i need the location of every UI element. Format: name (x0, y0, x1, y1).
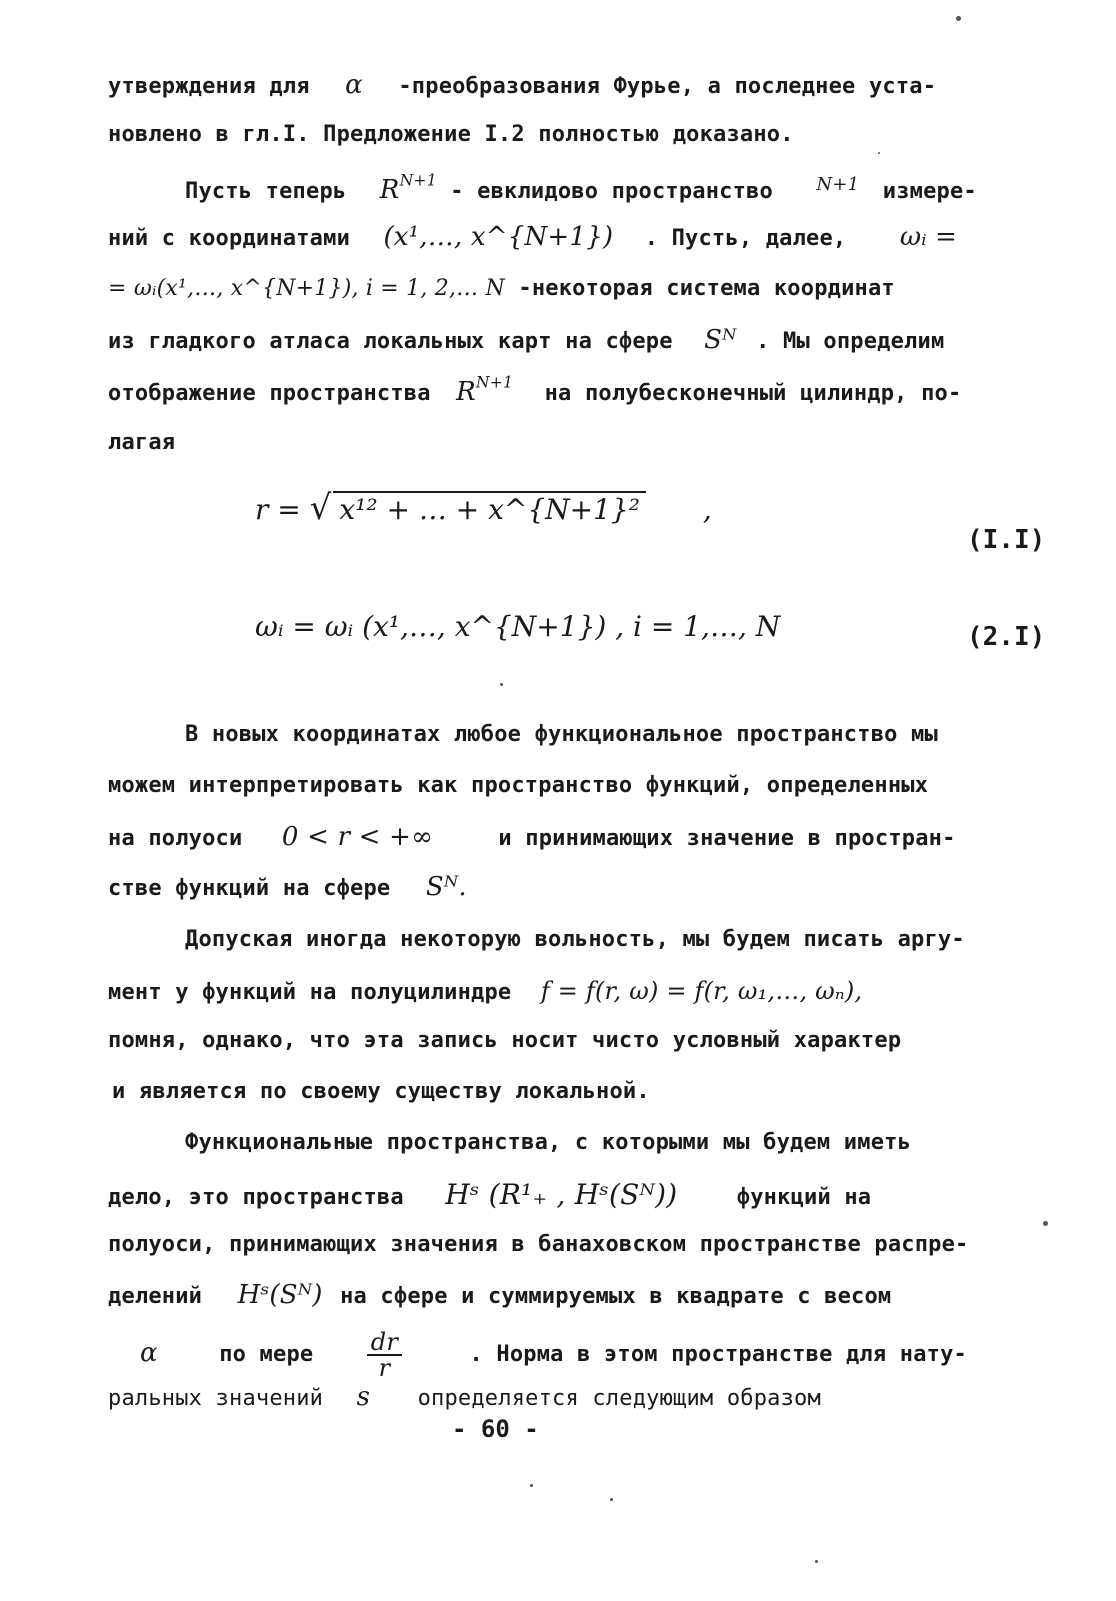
text-line: В новых координатах любое функциональное пространство мы (185, 722, 938, 747)
text-line: можем интерпретировать как пространство функций, определенных (108, 773, 929, 798)
equation-trail: , (702, 493, 712, 526)
math-R: $R^{N+1}$ (456, 373, 514, 407)
equation-lhs: r = (255, 493, 301, 526)
math-function: f = f(r, ω) = f(r, ω₁,…, ωₙ), (540, 977, 863, 1005)
text-fragment: дело, это пространства (108, 1185, 404, 1210)
text-fragment: ральных значений (108, 1386, 324, 1411)
text-line (108, 274, 895, 304)
text-line: новлено в гл.I. Предложение I.2 полностью доказано. (108, 122, 794, 147)
text-fragment: по мере (219, 1342, 314, 1367)
scan-speck (956, 16, 961, 21)
text-fragment: Пусть теперь (185, 179, 347, 204)
text-line (108, 373, 962, 409)
text-fragment: . Пусть, далее, (644, 226, 847, 251)
text-fragment: отображение пространства (108, 381, 431, 406)
text-fragment: мент у функций на полуцилиндре (108, 980, 512, 1005)
equation-2: ωᵢ = ωᵢ (x¹,…, x^{N+1}) , i = 1,…, N (255, 610, 781, 643)
text-fragment: - евклидово пространство (450, 179, 773, 204)
text-line (108, 976, 862, 1008)
equation-1: r = √ x¹² + … + x^{N+1}² , (255, 488, 712, 528)
text-line: и является по своему существу локальной. (112, 1079, 650, 1104)
fraction-denominator: r (378, 1354, 391, 1382)
math-R: $R^{N+1}$ (379, 171, 437, 205)
text-fragment: функций на (736, 1185, 872, 1210)
math-sobolev-space: Hˢ (R¹₊ , Hˢ(Sᴺ)) (445, 1178, 678, 1211)
math-interval: 0 < r < +∞ (281, 822, 433, 852)
text-fragment: -некоторая система координат (518, 276, 895, 301)
text-fragment: -преобразования Фурье, а последнее уста- (398, 74, 937, 99)
text-line (185, 170, 977, 207)
text-fragment: делений (108, 1284, 203, 1309)
math-dimension: N+1 (816, 174, 860, 195)
text-fragment: . Мы определим (756, 329, 945, 354)
alpha-symbol: α (345, 70, 363, 100)
text-line (108, 70, 936, 102)
alpha-symbol: α (140, 1338, 158, 1368)
text-fragment: на полуоси (108, 826, 243, 851)
math-s: s (356, 1382, 371, 1412)
fraction-dr-r (367, 1330, 402, 1380)
scan-speck (1043, 1221, 1048, 1226)
text-fragment: стве функций на сфере (108, 876, 391, 901)
sqrt-body: x¹² + … + x^{N+1}² (333, 491, 646, 526)
text-line (108, 1180, 871, 1213)
math-sphere: Sᴺ (704, 325, 737, 355)
text-line (140, 1330, 967, 1380)
text-fragment: и принимающих значение в простран- (498, 826, 956, 851)
text-fragment: из гладкого атласа локальных карт на сфере (108, 329, 673, 354)
math-coordinates: (x¹,…, x^{N+1}) (383, 222, 614, 252)
text-line (108, 222, 957, 254)
text-line (108, 1280, 891, 1312)
text-fragment: утверждения для (108, 74, 310, 99)
scan-speck (500, 683, 503, 686)
scan-speck (815, 1560, 818, 1563)
scan-speck (878, 152, 880, 154)
scan-speck (530, 1484, 533, 1487)
math-sobolev-sphere: Hˢ(Sᴺ) (237, 1280, 323, 1310)
text-line (108, 822, 956, 854)
math-sphere: Sᴺ. (425, 872, 467, 902)
text-fragment: на сфере и суммируемых в квадрате с весом (340, 1284, 892, 1309)
text-line (108, 325, 944, 357)
text-fragment: ний с координатами (108, 226, 351, 251)
equation-number: (I.I) (967, 525, 1046, 555)
text-fragment: . Норма в этом пространстве для нату- (469, 1342, 967, 1367)
text-line: полуоси, принимающих значения в банаховском пространстве распре- (108, 1232, 969, 1257)
equation-number: (2.I) (967, 622, 1046, 652)
fraction-numerator: dr (367, 1330, 402, 1356)
text-line (108, 1382, 821, 1414)
math-omega-system: = ωᵢ(x¹,…, x^{N+1}), i = 1, 2,… N (108, 276, 505, 301)
page-number: - 60 - (452, 1415, 539, 1443)
text-line: помня, однако, что эта запись носит чисто условный характер (108, 1028, 902, 1053)
text-fragment: измере- (882, 179, 977, 204)
math-omega: ωᵢ = (899, 222, 958, 252)
scan-speck (610, 1498, 613, 1501)
text-line: Функциональные пространства, с которыми мы будем иметь (185, 1130, 912, 1155)
text-line: лагая (108, 430, 176, 455)
text-fragment: определяется следующим образом (417, 1386, 821, 1411)
text-line: Допуская иногда некоторую вольность, мы будем писать аргу- (185, 927, 965, 952)
text-fragment: на полубесконечный цилиндр, по- (544, 381, 962, 406)
text-line (108, 872, 467, 904)
